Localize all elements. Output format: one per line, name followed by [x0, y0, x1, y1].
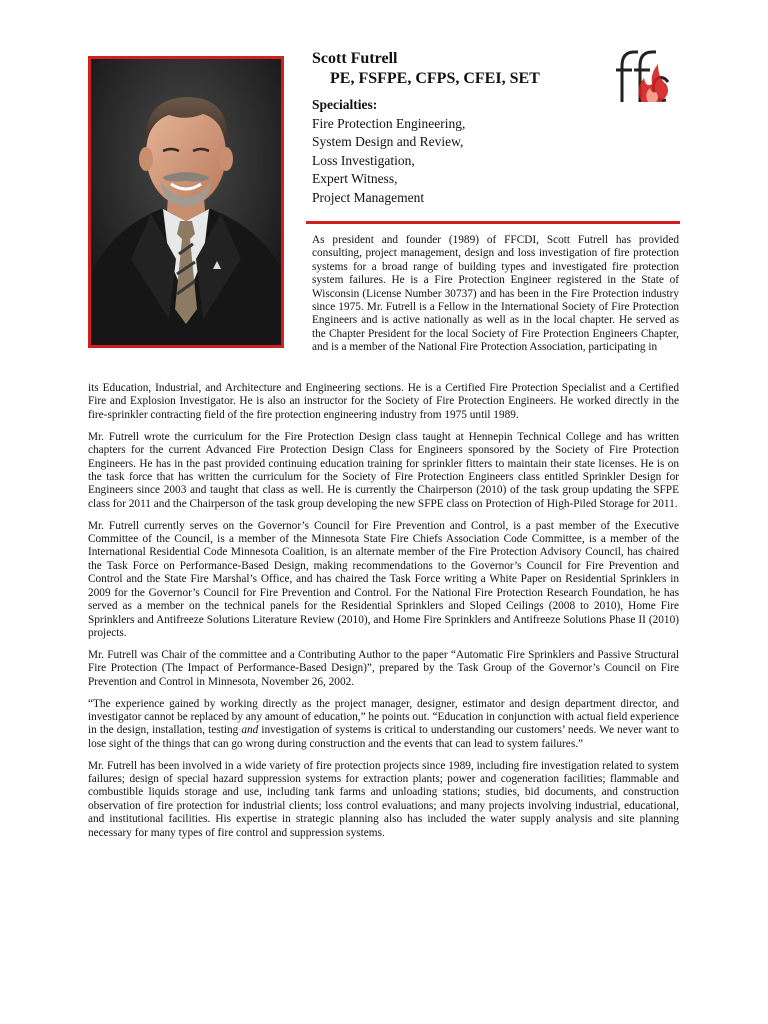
quote-text-before: “The experience gained by working directly as the project manager, designer, estimator and design department director, and investigator cannot be replaced by any amount of education,” he points out. “Education in conjunction with actual field experience in the design, installation, testing: [88, 697, 680, 737]
intro-paragraph-start: As president and founder (1989) of FFCDI, Scott Futrell has provided consulting, project management, design and loss investigation of fire protection systems for a broad range of building types and investigated fire protection system failures. He is a Fire Protection Engineer registered in the State of Wisconsin (License Number 30737) and has been in the Fire Protection industry since 1975. Mr. Futrell is a Fellow in the International Society of Fire Protection Engineers and is active nationally as well as in the local chapter. He served as the Chapter President for the local Society of Fire Protection Engineers Chapter, and is a member of the National Fire Protection Association, participating in: [312, 234, 679, 354]
intro-paragraph-column: [312, 234, 679, 355]
paragraph-curriculum: Mr. Futrell wrote the curriculum for the Fire Protection Design class taught at Hennepin Technical College and has written chapters for the current Advanced Fire Protection Design Class for Engineers sponsored by the Society of Fire Protection Engineers. He has in the past provided continuing education training for sprinkler fitters to maintain their state licenses. He is on the task force that has written the curriculum for the Society of Fire Protection Engineers class entitled Sprinkler Design for Engineers since 2003 and taught that class as well. He is currently the Chairperson (2010) of the task group updating the SFPE class for 2011 and the Chairperson of the task group developing the new SFPE class on Protection of High-Piled Storage for 2011.: [88, 430, 679, 510]
paragraph-council: Mr. Futrell currently serves on the Governor’s Council for Fire Prevention and Control, is a past member of the Executive Committee of the Council, is a member of the Minnesota State Fire Chiefs Association Code Committee, is a member of the International Residential Code Minnesota Coalition, is an alternate member of the Fire Protection Advisory Council, has chaired the Task Force on Performance-Based Design, making recommendations to the Governor’s Council for Fire Prevention and Control and the State Fire Marshal’s Office, and has chaired the Task Force writing a White Paper on Residential Sprinklers in 2009 for the Governor’s Council for Fire Prevention and Control. For the National Fire Protection Research Foundation, he has served as a member on the technical panels for the Residential Sprinklers and Sloped Ceilings (2008 to 2010), Home Fire Sprinklers and Antifreeze Solutions Literature Review (2010), and Home Fire Sprinklers and Antifreeze Solutions Phase II (2010) projects.: [88, 519, 679, 639]
accent-divider: [306, 221, 680, 224]
specialties-block: [312, 96, 465, 207]
paragraph-projects: Mr. Futrell has been involved in a wide variety of fire protection projects since 1989, including fire investigation related to system failures; design of special hazard suppression systems for extraction plants; power and cogeneration facilities; flammable and combustible liquids storage and use, including tank farms and unloading stations; studies, bid documents, and construction observation of fire protection for industrial clients; loss control evaluations; and many projects involving industrial, educational, and institutional facilities. His expertise in strategic planning also has included the water supply analysis and site planning necessary for many types of fire control and suppression systems.: [88, 759, 679, 839]
specialty-item: Project Management: [312, 189, 425, 205]
paragraph-quote: [88, 698, 679, 752]
intro-paragraph-continued: its Education, Industrial, and Architecture and Engineering sections. He is a Certified Fire Protection Specialist and a Certified Fire and Explosion Investigator. He is also an instructor for the Society of Fire Protection Engineers. He worked directly in the fire-sprinkler contracting field of the fire protection engineering industry from 1975 until 1989.: [88, 382, 679, 421]
person-name: Scott Futrell: [312, 50, 398, 67]
paragraph-paper: Mr. Futrell was Chair of the committee and a Contributing Author to the paper “Automatic Fire Sprinklers and Passive Structural Fire Protection (The Impact of Performance-Based Design)”, prepared by the Task Group of the Governor’s Council on Fire Prevention and Control in Minnesota, November 26, 2002.: [88, 648, 679, 688]
biography-body: [88, 382, 679, 849]
portrait-photo: [88, 56, 284, 348]
specialties-list: [312, 115, 465, 208]
quote-emphasis: and: [241, 724, 259, 737]
ffc-logo-icon: [612, 46, 672, 104]
quote-text-after: investigation of systems is critical to understanding our customers’ needs. We never want to lose sight of the things that can go wrong during construction and the events that can lead to system failures.”: [88, 724, 679, 750]
specialty-item: Expert Witness,: [312, 171, 398, 186]
specialty-item: Fire Protection Engineering,: [312, 115, 466, 131]
specialty-item: System Design and Review,: [312, 134, 464, 149]
credentials: PE, FSFPE, CFPS, CFEI, SET: [330, 70, 540, 87]
specialties-heading: Specialties:: [312, 97, 378, 112]
specialty-item: Loss Investigation,: [312, 152, 415, 168]
